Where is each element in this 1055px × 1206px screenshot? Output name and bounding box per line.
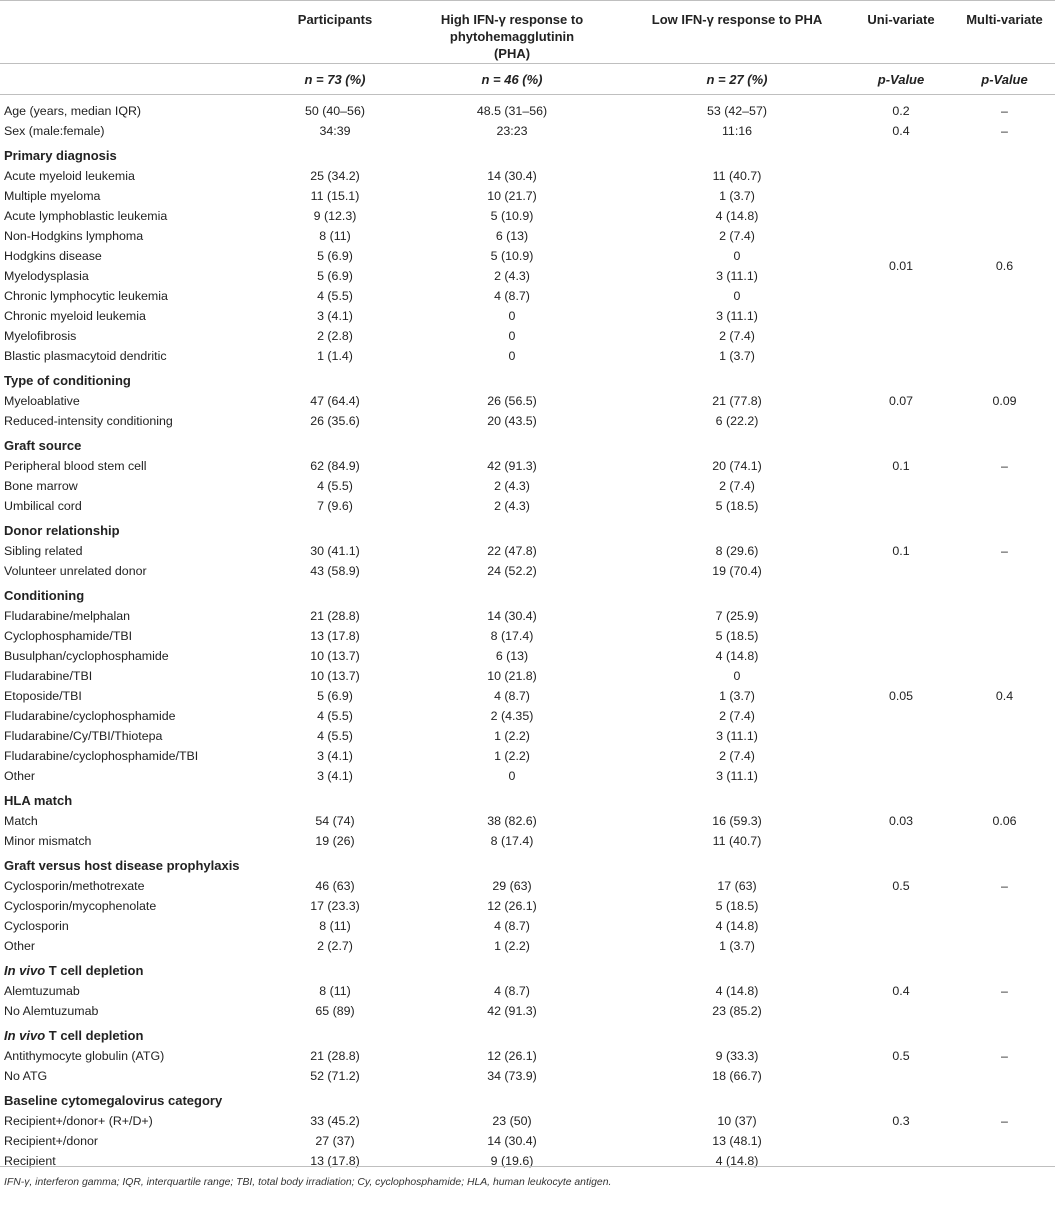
participants-value: 3 (4.1) xyxy=(317,749,353,763)
high-response-value: 5 (10.9) xyxy=(490,249,534,263)
row-label: Umbilical cord xyxy=(4,499,82,513)
row-label: Recipient+/donor+ (R+/D+) xyxy=(4,1114,153,1128)
row-label: No Alemtuzumab xyxy=(4,1004,99,1018)
participants-value: 50 (40–56) xyxy=(305,104,365,118)
participants-value: 26 (35.6) xyxy=(310,414,360,428)
section-header-row xyxy=(0,581,1055,606)
participants-value: 5 (6.9) xyxy=(317,689,353,703)
high-response-value: 38 (82.6) xyxy=(487,814,537,828)
row-label: Other xyxy=(4,769,35,783)
participants-value: 4 (5.5) xyxy=(317,479,353,493)
header-n-blank xyxy=(0,64,272,95)
low-response-value: 3 (11.1) xyxy=(716,269,758,283)
header-n-high xyxy=(398,64,626,95)
header-multivariate: Multi-variate xyxy=(966,12,1043,27)
participants-value: 5 (6.9) xyxy=(317,269,353,283)
low-response-value: 7 (25.9) xyxy=(715,609,759,623)
header-n-total xyxy=(272,64,398,95)
participants-value: 11 (15.1) xyxy=(310,189,360,203)
participants-value: 9 (12.3) xyxy=(313,209,357,223)
row-label: Myelofibrosis xyxy=(4,329,77,343)
participants-value: 7 (9.6) xyxy=(317,499,353,513)
participants-value: 25 (34.2) xyxy=(310,169,360,183)
participants-value: 3 (4.1) xyxy=(317,309,353,323)
row-label: Peripheral blood stem cell xyxy=(4,459,147,473)
multivariate-pvalue: 0.4 xyxy=(995,689,1014,703)
high-response-value: 34 (73.9) xyxy=(487,1069,537,1083)
table-row xyxy=(0,876,1055,896)
row-label: Volunteer unrelated donor xyxy=(4,564,147,578)
high-response-value: 4 (8.7) xyxy=(494,689,530,703)
participants-value: 3 (4.1) xyxy=(317,769,353,783)
low-response-value: 11 (40.7) xyxy=(712,834,762,848)
section-header-row xyxy=(0,431,1055,456)
low-response-value: 9 (33.3) xyxy=(715,1049,759,1063)
low-response-value: 1 (3.7) xyxy=(719,189,755,203)
table-footnote: IFN-γ, interferon gamma; IQR, interquartile range; TBI, total body irradiation; Cy, cyclophosphamide; HLA, human leukocyte antigen. xyxy=(4,1177,612,1188)
section-header-row xyxy=(0,1086,1055,1111)
multivariate-pvalue: 0.09 xyxy=(992,394,1017,408)
participants-value: 62 (84.9) xyxy=(310,459,360,473)
univariate-pvalue: 0.4 xyxy=(892,984,910,998)
table-row xyxy=(0,981,1055,1001)
row-label: No ATG xyxy=(4,1069,48,1083)
participants-value: 5 (6.9) xyxy=(317,249,353,263)
row-label: Cyclosporin/methotrexate xyxy=(4,879,145,893)
row-label: Myeloablative xyxy=(4,394,80,408)
row-label: Alemtuzumab xyxy=(4,984,80,998)
header-row xyxy=(0,1,1055,64)
high-response-value: 42 (91.3) xyxy=(487,459,537,473)
high-response-value: 23 (50) xyxy=(492,1114,532,1128)
low-response-value: 6 (22.2) xyxy=(715,414,759,428)
univariate-pvalue: 0.2 xyxy=(892,104,910,118)
row-label: Bone marrow xyxy=(4,479,78,493)
row-label: Hodgkins disease xyxy=(4,249,102,263)
participants-value: 13 (17.8) xyxy=(310,1154,360,1168)
header-high-response: High IFN-γ response to phytohemagglutinin (PHA) xyxy=(440,12,584,61)
row-label: Sex (male:female) xyxy=(4,124,105,138)
participants-value: 21 (28.8) xyxy=(310,609,360,623)
high-response-value: 6 (13) xyxy=(495,229,529,243)
section-title: Baseline cytomegalovirus category xyxy=(4,1093,223,1108)
row-label: Fludarabine/cyclophosphamide/TBI xyxy=(4,749,199,763)
table-row xyxy=(0,1111,1055,1131)
high-response-value: 4 (8.7) xyxy=(494,984,530,998)
low-response-value: 5 (18.5) xyxy=(715,629,759,643)
row-label: Busulphan/cyclophosphamide xyxy=(4,649,169,663)
participants-value: 21 (28.8) xyxy=(310,1049,360,1063)
high-response-value: 10 (21.8) xyxy=(487,669,537,683)
low-response-value: 5 (18.5) xyxy=(715,899,759,913)
low-response-value: 4 (14.8) xyxy=(715,649,759,663)
high-response-value: 2 (4.35) xyxy=(490,709,534,723)
high-response-value: 42 (91.3) xyxy=(487,1004,537,1018)
row-label: Acute lymphoblastic leukemia xyxy=(4,209,168,223)
low-response-value: 23 (85.2) xyxy=(712,1004,762,1018)
section-title xyxy=(0,1021,1055,1046)
participants-value: 17 (23.3) xyxy=(310,899,360,913)
participants-value: 4 (5.5) xyxy=(317,729,353,743)
row-label: Fludarabine/melphalan xyxy=(4,609,131,623)
header-pvalue-uni xyxy=(848,64,954,95)
participants-value: 65 (89) xyxy=(315,1004,355,1018)
table-row xyxy=(0,95,1055,122)
row-label: Match xyxy=(4,814,38,828)
high-response-value: 2 (4.3) xyxy=(494,479,530,493)
row-label: Acute myeloid leukemia xyxy=(4,169,135,183)
low-response-value: 19 (70.4) xyxy=(712,564,762,578)
high-response-value: 10 (21.7) xyxy=(487,189,537,203)
multivariate-pvalue: 0.6 xyxy=(995,259,1014,273)
low-response-value: 4 (14.8) xyxy=(715,919,759,933)
row-label: Non-Hodgkins lymphoma xyxy=(4,229,144,243)
table-row xyxy=(0,541,1055,561)
section-title: HLA match xyxy=(4,793,73,808)
univariate-pvalue: 0.3 xyxy=(892,1114,910,1128)
section-title-rest: T cell depletion xyxy=(45,963,144,978)
low-response-value: 1 (3.7) xyxy=(719,689,755,703)
high-response-value: 8 (17.4) xyxy=(490,834,534,848)
low-response-value: 0 xyxy=(733,289,741,303)
participants-value: 30 (41.1) xyxy=(310,544,360,558)
bottom-rule xyxy=(0,1166,1055,1167)
multivariate-pvalue: – xyxy=(1001,1114,1008,1128)
participants-value: 43 (58.9) xyxy=(310,564,360,578)
participants-value: 27 (37) xyxy=(315,1134,355,1148)
low-response-value: 2 (7.4) xyxy=(719,229,755,243)
low-response-value: 18 (66.7) xyxy=(712,1069,762,1083)
header-low-response: Low IFN-γ response to PHA xyxy=(651,12,823,27)
high-response-value: 14 (30.4) xyxy=(487,169,537,183)
low-response-value: 3 (11.1) xyxy=(716,769,758,783)
high-response-value: 24 (52.2) xyxy=(487,564,537,578)
high-response-value: 2 (4.3) xyxy=(494,269,530,283)
row-label: Cyclosporin xyxy=(4,919,69,933)
high-response-value: 12 (26.1) xyxy=(487,1049,537,1063)
participants-value: 19 (26) xyxy=(315,834,355,848)
table-row xyxy=(0,1046,1055,1066)
row-label: Etoposide/TBI xyxy=(4,689,82,703)
high-response-value: 9 (19.6) xyxy=(490,1154,534,1168)
low-response-value: 2 (7.4) xyxy=(719,329,755,343)
section-title: Donor relationship xyxy=(4,523,120,538)
univariate-pvalue: 0.07 xyxy=(888,394,914,408)
participants-value: 46 (63) xyxy=(315,879,355,893)
high-response-value: 23:23 xyxy=(496,124,528,138)
row-label: Minor mismatch xyxy=(4,834,92,848)
table-row xyxy=(0,121,1055,141)
participants-value: 8 (11) xyxy=(319,229,351,243)
participants-value: 2 (2.7) xyxy=(317,939,353,953)
participants-value: 1 (1.4) xyxy=(317,349,353,363)
section-title: Conditioning xyxy=(4,588,85,603)
low-response-value: 2 (7.4) xyxy=(719,749,755,763)
high-response-value: 0 xyxy=(508,309,516,323)
row-label: Recipient+/donor xyxy=(4,1134,99,1148)
section-title-rest: T cell depletion xyxy=(45,1028,144,1043)
high-response-value: 22 (47.8) xyxy=(487,544,537,558)
row-label: Sibling related xyxy=(4,544,83,558)
high-response-value: 29 (63) xyxy=(492,879,532,893)
section-title-italic: In vivo xyxy=(4,963,46,978)
high-response-value: 0 xyxy=(508,769,516,783)
header-n-low xyxy=(626,64,848,95)
high-response-value: 26 (56.5) xyxy=(487,394,537,408)
low-response-value: 20 (74.1) xyxy=(712,459,762,473)
high-response-value: 2 (4.3) xyxy=(494,499,530,513)
n-high-text: n = 46 (%) xyxy=(481,71,543,87)
low-response-value: 11 (40.7) xyxy=(712,169,762,183)
multivariate-pvalue: – xyxy=(1001,1049,1008,1063)
multivariate-pvalue: – xyxy=(1001,459,1008,473)
participants-value: 10 (13.7) xyxy=(310,669,360,683)
high-response-value: 1 (2.2) xyxy=(494,749,530,763)
low-response-value: 5 (18.5) xyxy=(715,499,759,513)
participants-value: 8 (11) xyxy=(319,919,351,933)
high-response-value: 5 (10.9) xyxy=(490,209,534,223)
participants-value: 54 (74) xyxy=(315,814,355,828)
row-label: Reduced-intensity conditioning xyxy=(4,414,173,428)
high-response-value: 14 (30.4) xyxy=(487,1134,537,1148)
n-low-text: n = 27 (%) xyxy=(706,71,768,87)
low-response-value: 1 (3.7) xyxy=(719,349,755,363)
low-response-value: 3 (11.1) xyxy=(716,729,758,743)
multivariate-pvalue: – xyxy=(1001,984,1008,998)
header-participants: Participants xyxy=(297,12,373,27)
row-label: Cyclosporin/mycophenolate xyxy=(4,899,157,913)
high-response-value: 6 (13) xyxy=(495,649,529,663)
low-response-value: 21 (77.8) xyxy=(712,394,762,408)
low-response-value: 16 (59.3) xyxy=(712,814,762,828)
univariate-pvalue: 0.05 xyxy=(888,689,914,703)
univariate-pvalue: 0.01 xyxy=(888,259,914,273)
section-header-row xyxy=(0,141,1055,166)
low-response-value: 4 (14.8) xyxy=(715,1154,759,1168)
high-response-value: 1 (2.2) xyxy=(494,729,530,743)
low-response-value: 8 (29.6) xyxy=(715,544,759,558)
low-response-value: 17 (63) xyxy=(717,879,757,893)
row-label: Cyclophosphamide/TBI xyxy=(4,629,133,643)
header-pvalue-multi xyxy=(954,64,1055,95)
high-response-value: 20 (43.5) xyxy=(487,414,537,428)
section-title xyxy=(0,956,1055,981)
table-row xyxy=(0,391,1055,411)
participants-value: 33 (45.2) xyxy=(310,1114,360,1128)
multivariate-pvalue: – xyxy=(1001,124,1008,138)
section-title: Graft versus host disease prophylaxis xyxy=(4,858,240,873)
table-header xyxy=(0,1,1055,95)
high-response-value: 14 (30.4) xyxy=(487,609,537,623)
univariate-pvalue: 0.5 xyxy=(892,879,910,893)
low-response-value: 1 (3.7) xyxy=(719,939,755,953)
section-title: Type of conditioning xyxy=(4,373,131,388)
header-univariate: Uni-variate xyxy=(867,12,935,27)
participants-value: 52 (71.2) xyxy=(310,1069,360,1083)
row-label: Fludarabine/cyclophosphamide xyxy=(4,709,176,723)
low-response-value: 11:16 xyxy=(721,124,753,138)
low-response-value: 53 (42–57) xyxy=(707,104,767,118)
header-blank xyxy=(0,1,272,64)
table-row xyxy=(0,456,1055,476)
row-label: Recipient xyxy=(4,1154,56,1168)
table-row xyxy=(0,166,1055,186)
high-response-value: 8 (17.4) xyxy=(490,629,534,643)
low-response-value: 13 (48.1) xyxy=(712,1134,762,1148)
row-label: Fludarabine/TBI xyxy=(4,669,93,683)
row-label: Age (years, median IQR) xyxy=(4,104,142,118)
univariate-pvalue: 0.1 xyxy=(892,459,910,473)
low-response-value: 3 (11.1) xyxy=(716,309,758,323)
section-header-row xyxy=(0,366,1055,391)
table-body xyxy=(0,95,1055,1172)
participants-value: 34:39 xyxy=(319,124,351,138)
participants-value: 8 (11) xyxy=(319,984,351,998)
row-label: Chronic myeloid leukemia xyxy=(4,309,146,323)
section-header-row xyxy=(0,851,1055,876)
high-response-value: 12 (26.1) xyxy=(487,899,537,913)
pvalue-multi-text: p-Value xyxy=(981,71,1028,87)
n-total-text: n = 73 (%) xyxy=(304,71,366,87)
table-row xyxy=(0,811,1055,831)
row-label: Fludarabine/Cy/TBI/Thiotepa xyxy=(4,729,163,743)
univariate-pvalue: 0.03 xyxy=(888,814,914,828)
multivariate-pvalue: – xyxy=(1001,879,1008,893)
low-response-value: 4 (14.8) xyxy=(715,984,759,998)
row-label: Chronic lymphocytic leukemia xyxy=(4,289,168,303)
section-header-row xyxy=(0,1021,1055,1046)
low-response-value: 2 (7.4) xyxy=(719,479,755,493)
high-response-value: 0 xyxy=(508,349,516,363)
univariate-pvalue: 0.5 xyxy=(892,1049,910,1063)
section-title-italic: In vivo xyxy=(4,1028,46,1043)
univariate-pvalue: 0.1 xyxy=(892,544,910,558)
high-response-value: 4 (8.7) xyxy=(494,289,530,303)
header-n-row xyxy=(0,64,1055,95)
participants-value: 4 (5.5) xyxy=(317,289,353,303)
row-label: Other xyxy=(4,939,35,953)
participants-value: 10 (13.7) xyxy=(310,649,360,663)
participants-value: 13 (17.8) xyxy=(310,629,360,643)
multivariate-pvalue: 0.06 xyxy=(992,814,1017,828)
high-response-value: 48.5 (31–56) xyxy=(476,104,548,118)
row-label: Multiple myeloma xyxy=(4,189,101,203)
section-header-row xyxy=(0,786,1055,811)
low-response-value: 10 (37) xyxy=(717,1114,757,1128)
section-header-row xyxy=(0,956,1055,981)
high-response-value: 0 xyxy=(508,329,516,343)
low-response-value: 4 (14.8) xyxy=(715,209,759,223)
section-header-row xyxy=(0,516,1055,541)
row-label: Blastic plasmacytoid dendritic xyxy=(4,349,167,363)
low-response-value: 0 xyxy=(733,249,741,263)
high-response-value: 4 (8.7) xyxy=(494,919,530,933)
multivariate-pvalue: – xyxy=(1001,104,1008,118)
low-response-value: 2 (7.4) xyxy=(719,709,755,723)
row-label: Myelodysplasia xyxy=(4,269,89,283)
participants-value: 47 (64.4) xyxy=(310,394,360,408)
multivariate-pvalue: – xyxy=(1001,544,1008,558)
participants-value: 4 (5.5) xyxy=(317,709,353,723)
univariate-pvalue: 0.4 xyxy=(892,124,910,138)
pvalue-uni-text: p-Value xyxy=(877,71,925,87)
low-response-value: 0 xyxy=(733,669,741,683)
section-title: Primary diagnosis xyxy=(4,148,117,163)
high-response-value: 1 (2.2) xyxy=(494,939,530,953)
table-row xyxy=(0,606,1055,626)
participants-value: 2 (2.8) xyxy=(317,329,353,343)
section-title: Graft source xyxy=(4,438,82,453)
row-label: Antithymocyte globulin (ATG) xyxy=(4,1049,165,1063)
